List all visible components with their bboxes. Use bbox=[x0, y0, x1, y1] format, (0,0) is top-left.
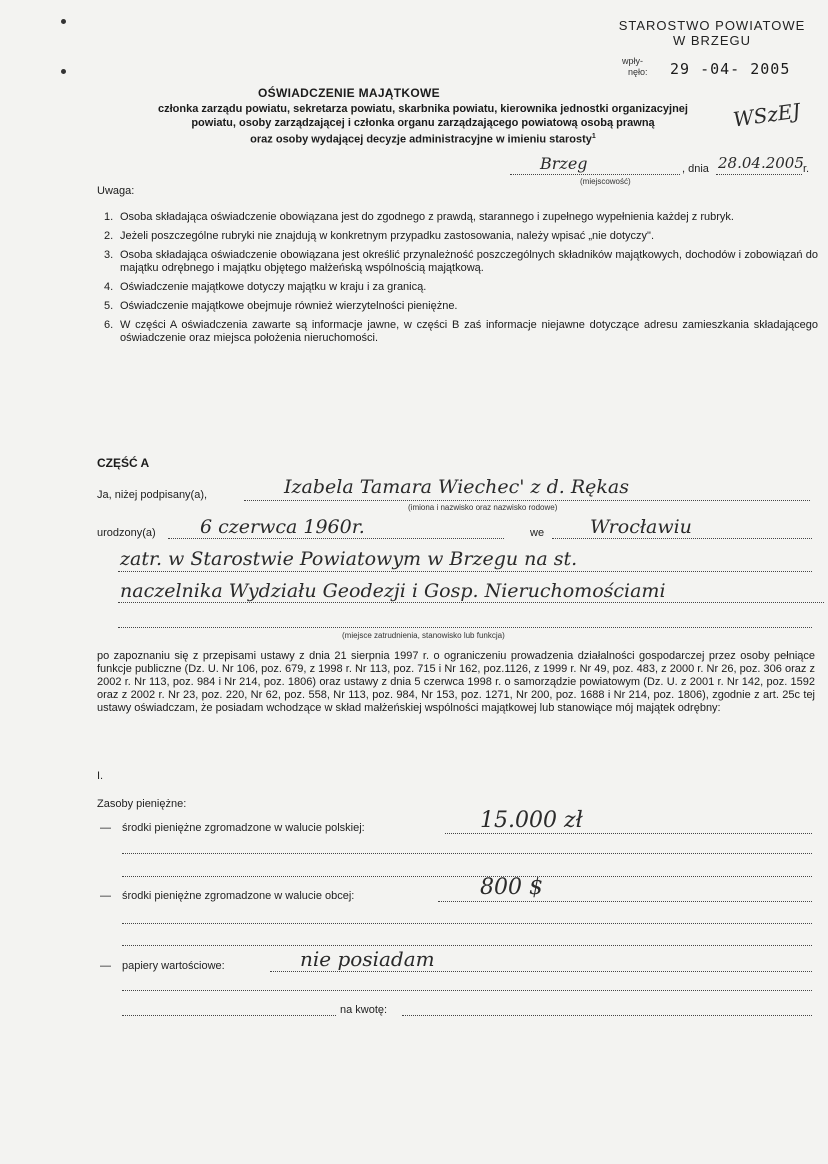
place-value: Brzeg bbox=[540, 154, 588, 173]
work-dotted-line-1 bbox=[118, 571, 812, 572]
date-dotted-line bbox=[716, 174, 802, 175]
stamp-line-1: STAROSTWO POWIATOWE bbox=[618, 18, 806, 33]
foreign-value: 800 $ bbox=[480, 875, 543, 900]
handwritten-department-mark: WSzEJ bbox=[731, 98, 802, 132]
note-text: Jeżeli poszczególne rubryki nie znajdują w konkretnym przypadku zastosowania, należy wpisać „nie dotyczy". bbox=[120, 230, 654, 242]
birth-place-dotted-line bbox=[552, 538, 812, 539]
birth-place: Wrocławiu bbox=[590, 516, 692, 538]
name-caption: (imiona i nazwisko oraz nazwisko rodowe) bbox=[408, 503, 558, 512]
received-date: 29 -04- 2005 bbox=[670, 60, 791, 78]
pln-value: 15.000 zł bbox=[480, 808, 583, 833]
securities-dotted-line bbox=[270, 971, 812, 972]
ja-label: Ja, niżej podpisany(a), bbox=[97, 489, 208, 501]
pln-label: środki pieniężne zgromadzone w walucie polskiej: bbox=[122, 822, 365, 834]
received-stamp bbox=[622, 56, 791, 86]
subtitle-line-3-text: oraz osoby wydającej decyzje administracyjne w imieniu starosty bbox=[250, 133, 592, 146]
place-dotted-line bbox=[510, 174, 680, 175]
securities-label: papiery wartościowe: bbox=[122, 960, 225, 972]
punch-hole-bottom bbox=[61, 69, 66, 74]
note-text: Oświadczenie majątkowe dotyczy majątku w kraju i za granicą. bbox=[120, 281, 427, 293]
pln-dotted-line-2 bbox=[122, 853, 812, 854]
declarant-name: Izabela Tamara Wiechec' z d. Rękas bbox=[284, 476, 629, 498]
work-caption: (miejsce zatrudnienia, stanowisko lub funkcja) bbox=[342, 631, 505, 640]
stamp-line-2: W BRZEGU bbox=[672, 33, 752, 48]
note-item bbox=[104, 249, 818, 275]
document-title: OŚWIADCZENIE MAJĄTKOWE bbox=[258, 86, 440, 100]
securities-dotted-line-2 bbox=[122, 990, 812, 991]
work-line-1: zatr. w Starostwie Powiatowym w Brzegu na st. bbox=[120, 548, 578, 570]
birth-date-dotted-line bbox=[168, 538, 504, 539]
resources-label: Zasoby pieniężne: bbox=[97, 798, 187, 810]
uwaga-label: Uwaga: bbox=[97, 185, 135, 197]
statement-paragraph: po zapoznaniu się z przepisami ustawy z dnia 21 sierpnia 1997 r. o ograniczeniu prowadzenia działalności gospodarczej przez osoby pełniące funkcje publiczne (Dz. U. Nr 106, poz. 679, z 1998 r. Nr 113, poz. 715 i Nr 162, poz.1126, z 1999 r. Nr 49, poz. 483, z 2000 r. Nr 26, poz. 306 oraz z 2002 r. Nr 113, poz. 984 i Nr 214, poz. 1806) oraz ustawy z dnia 5 czerwca 1998 r. o samorządzie powiatowym (Dz. U. z 2001 r. Nr 142, poz. 1592 oraz z 2002 r. Nr 23, poz. 220, Nr 62, poz. 558, Nr 113, poz. 984, Nr 153, poz. 1271, Nr 200, poz. 1688 i Nr 214, poz. 1806), zgodnie z art. 25c tej ustawy oświadczam, że posiadam wchodzące w skład małżeńskiej wspólności majątkowej lub stanowiące mój majątek odrębny: bbox=[97, 650, 815, 714]
note-text: W części A oświadczenia zawarte są informacje jawne, w części B zaś informacje niejawne dotyczące adresu zamieszkania składającego oświadczenie oraz miejsca położenia nieruchomości. bbox=[120, 319, 818, 344]
received-label-top: wpły- bbox=[622, 56, 644, 66]
pln-dotted-line bbox=[445, 833, 812, 834]
note-text: Osoba składająca oświadczenie obowiązana jest do zgodnego z prawdą, starannego i zupełnego wypełnienia każdej z rubryk. bbox=[120, 211, 734, 223]
date-suffix: r. bbox=[803, 163, 810, 175]
subtitle bbox=[110, 102, 736, 147]
note-item bbox=[104, 281, 818, 294]
place-caption: (miejscowość) bbox=[580, 177, 631, 186]
securities-dash: — bbox=[100, 960, 111, 972]
note-item bbox=[104, 211, 818, 224]
note-text: Oświadczenie majątkowe obejmuje również wierzytelności pieniężne. bbox=[120, 300, 458, 312]
subtitle-line-1: członka zarządu powiatu, sekretarza powiatu, skarbnika powiatu, kierownika jednostki organizacyjnej bbox=[158, 103, 688, 115]
note-text: Osoba składająca oświadczenie obowiązana jest określić przynależność poszczególnych składników majątkowych, dochodów i zobowiązań do majątku odrębnego i majątku objętego małżeńską wspólnością majątkową. bbox=[120, 249, 818, 274]
foreign-dash: — bbox=[100, 890, 111, 902]
amount-label: na kwotę: bbox=[340, 1004, 388, 1016]
we-label: we bbox=[530, 527, 545, 539]
foreign-dotted-line-3 bbox=[122, 945, 812, 946]
note-number: 2. bbox=[104, 230, 114, 242]
name-dotted-line bbox=[244, 500, 810, 501]
punch-hole-top bbox=[61, 19, 66, 24]
amount-dotted-line-left bbox=[122, 1015, 336, 1016]
note-number: 5. bbox=[104, 300, 114, 312]
section-numeral: I. bbox=[97, 770, 104, 782]
note-number: 4. bbox=[104, 281, 114, 293]
born-label: urodzony(a) bbox=[97, 527, 156, 539]
work-line-2: naczelnika Wydziału Geodezji i Gosp. Nieruchomościami bbox=[120, 580, 666, 602]
part-a-heading: CZĘŚĆ A bbox=[97, 456, 150, 470]
foreign-dotted-line bbox=[438, 901, 812, 902]
birth-date: 6 czerwca 1960r. bbox=[200, 516, 365, 538]
securities-value: nie posiadam bbox=[300, 947, 435, 971]
amount-dotted-line bbox=[402, 1015, 812, 1016]
statement-date: 28.04.2005 bbox=[718, 154, 804, 172]
note-number: 6. bbox=[104, 319, 114, 331]
note-item bbox=[104, 300, 818, 313]
work-dotted-line-2 bbox=[118, 602, 824, 603]
note-number: 1. bbox=[104, 211, 114, 223]
note-item bbox=[104, 230, 818, 243]
dnia-label: , dnia bbox=[682, 163, 709, 175]
work-dotted-line-3 bbox=[118, 627, 812, 628]
notes-list bbox=[104, 211, 818, 351]
foreign-label: środki pieniężne zgromadzone w walucie obcej: bbox=[122, 890, 355, 902]
footnote-marker: 1 bbox=[591, 133, 596, 140]
subtitle-line-2: powiatu, osoby zarządzającej i członka organu zarządzającego powiatową osobą prawną bbox=[191, 117, 655, 129]
note-number: 3. bbox=[104, 249, 114, 261]
pln-dash: — bbox=[100, 822, 111, 834]
received-label-bottom: nęło: bbox=[628, 67, 648, 77]
pln-dotted-line-3 bbox=[122, 876, 812, 877]
subtitle-line-3 bbox=[110, 130, 736, 147]
note-item bbox=[104, 319, 818, 345]
foreign-dotted-line-2 bbox=[122, 923, 812, 924]
office-stamp bbox=[606, 18, 818, 48]
